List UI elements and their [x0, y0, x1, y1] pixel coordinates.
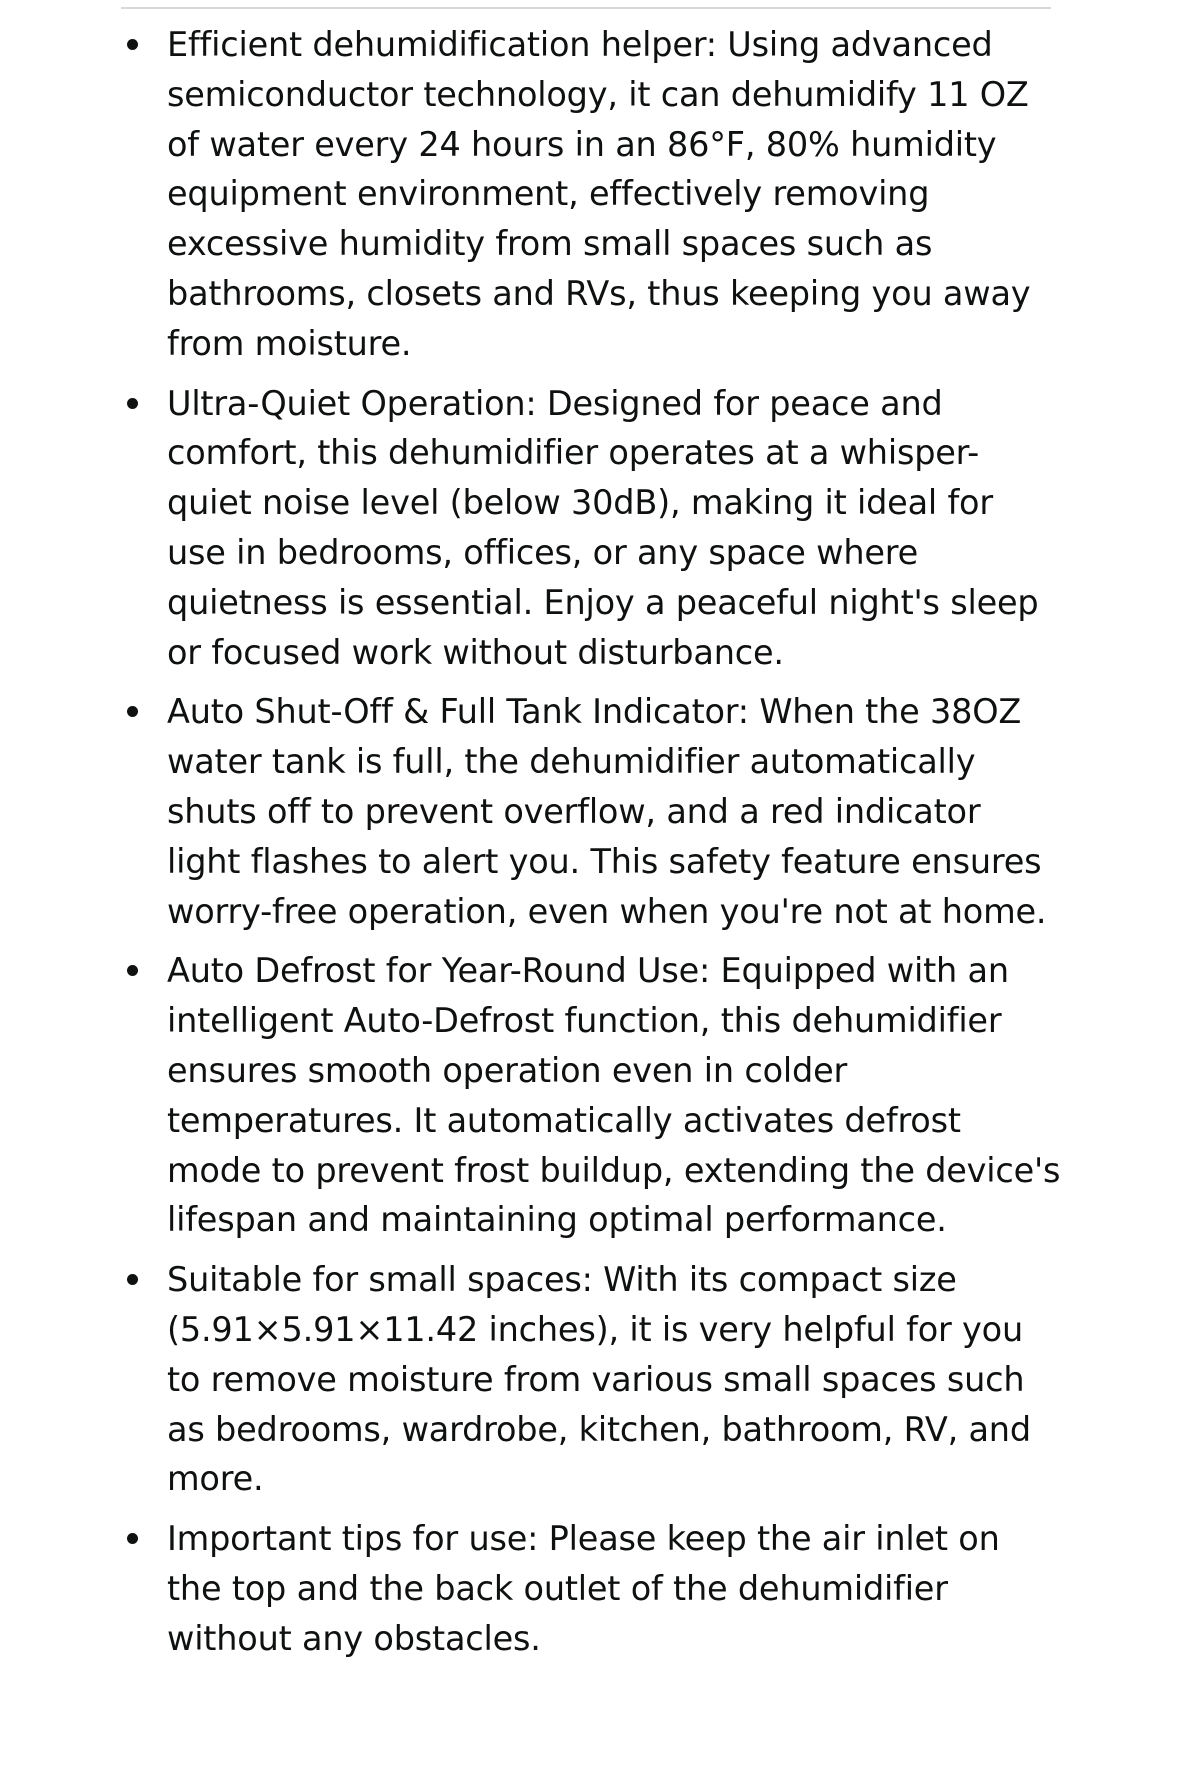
feature-bullet-list — [121, 20, 1061, 1674]
bullet-dot-icon — [127, 398, 138, 409]
feature-bullet-efficient-dehumidification — [121, 20, 1061, 369]
bullet-dot-icon — [127, 965, 138, 976]
bullet-dot-icon — [127, 1533, 138, 1544]
feature-bullet-text: Auto Shut-Off & Full Tank Indicator: When the 38OZ water tank is full, the dehumidifier automatically shuts off to prevent overflow, and a red indicator light flashes to alert you. This safety feature ensures worry-free operation, even when you're not at home. — [167, 692, 1047, 931]
feature-bullet-text: Auto Defrost for Year-Round Use: Equipped with an intelligent Auto-Defrost function, this dehumidifier ensures smooth operation even in colder temperatures. It automatically activates defrost mode to prevent frost buildup, extending the device's lifespan and maintaining optimal performance. — [167, 951, 1061, 1240]
feature-bullet-ultra-quiet — [121, 379, 1061, 678]
feature-bullet-important-tips — [121, 1514, 1061, 1663]
bullet-dot-icon — [127, 706, 138, 717]
feature-bullet-text: Ultra-Quiet Operation: Designed for peace and comfort, this dehumidifier operates at a whisper-quiet noise level (below 30dB), making it ideal for use in bedrooms, offices, or any space where quietness is essential. Enjoy a peaceful night's sleep or focused work without disturbance. — [167, 383, 1039, 672]
feature-bullet-auto-shut-off — [121, 687, 1061, 936]
feature-bullet-auto-defrost — [121, 946, 1061, 1245]
feature-bullet-text: Important tips for use: Please keep the air inlet on the top and the back outlet of the dehumidifier without any obstacles. — [167, 1519, 1000, 1658]
bullet-dot-icon — [127, 39, 138, 50]
feature-bullet-text: Suitable for small spaces: With its compact size (5.91×5.91×11.42 inches), it is very helpful for you to remove moisture from various small spaces such as bedrooms, wardrobe, kitchen, bathroom, RV, and more. — [167, 1260, 1031, 1499]
section-divider — [121, 7, 1051, 9]
feature-bullet-text: Efficient dehumidification helper: Using advanced semiconductor technology, it can dehumidify 11 OZ of water every 24 hours in an 86°F, 80% humidity equipment environment, effectively removing excessive humidity from small spaces such as bathrooms, closets and RVs, thus keeping you away from moisture. — [167, 25, 1031, 363]
bullet-dot-icon — [127, 1274, 138, 1285]
feature-bullet-small-spaces — [121, 1255, 1061, 1504]
